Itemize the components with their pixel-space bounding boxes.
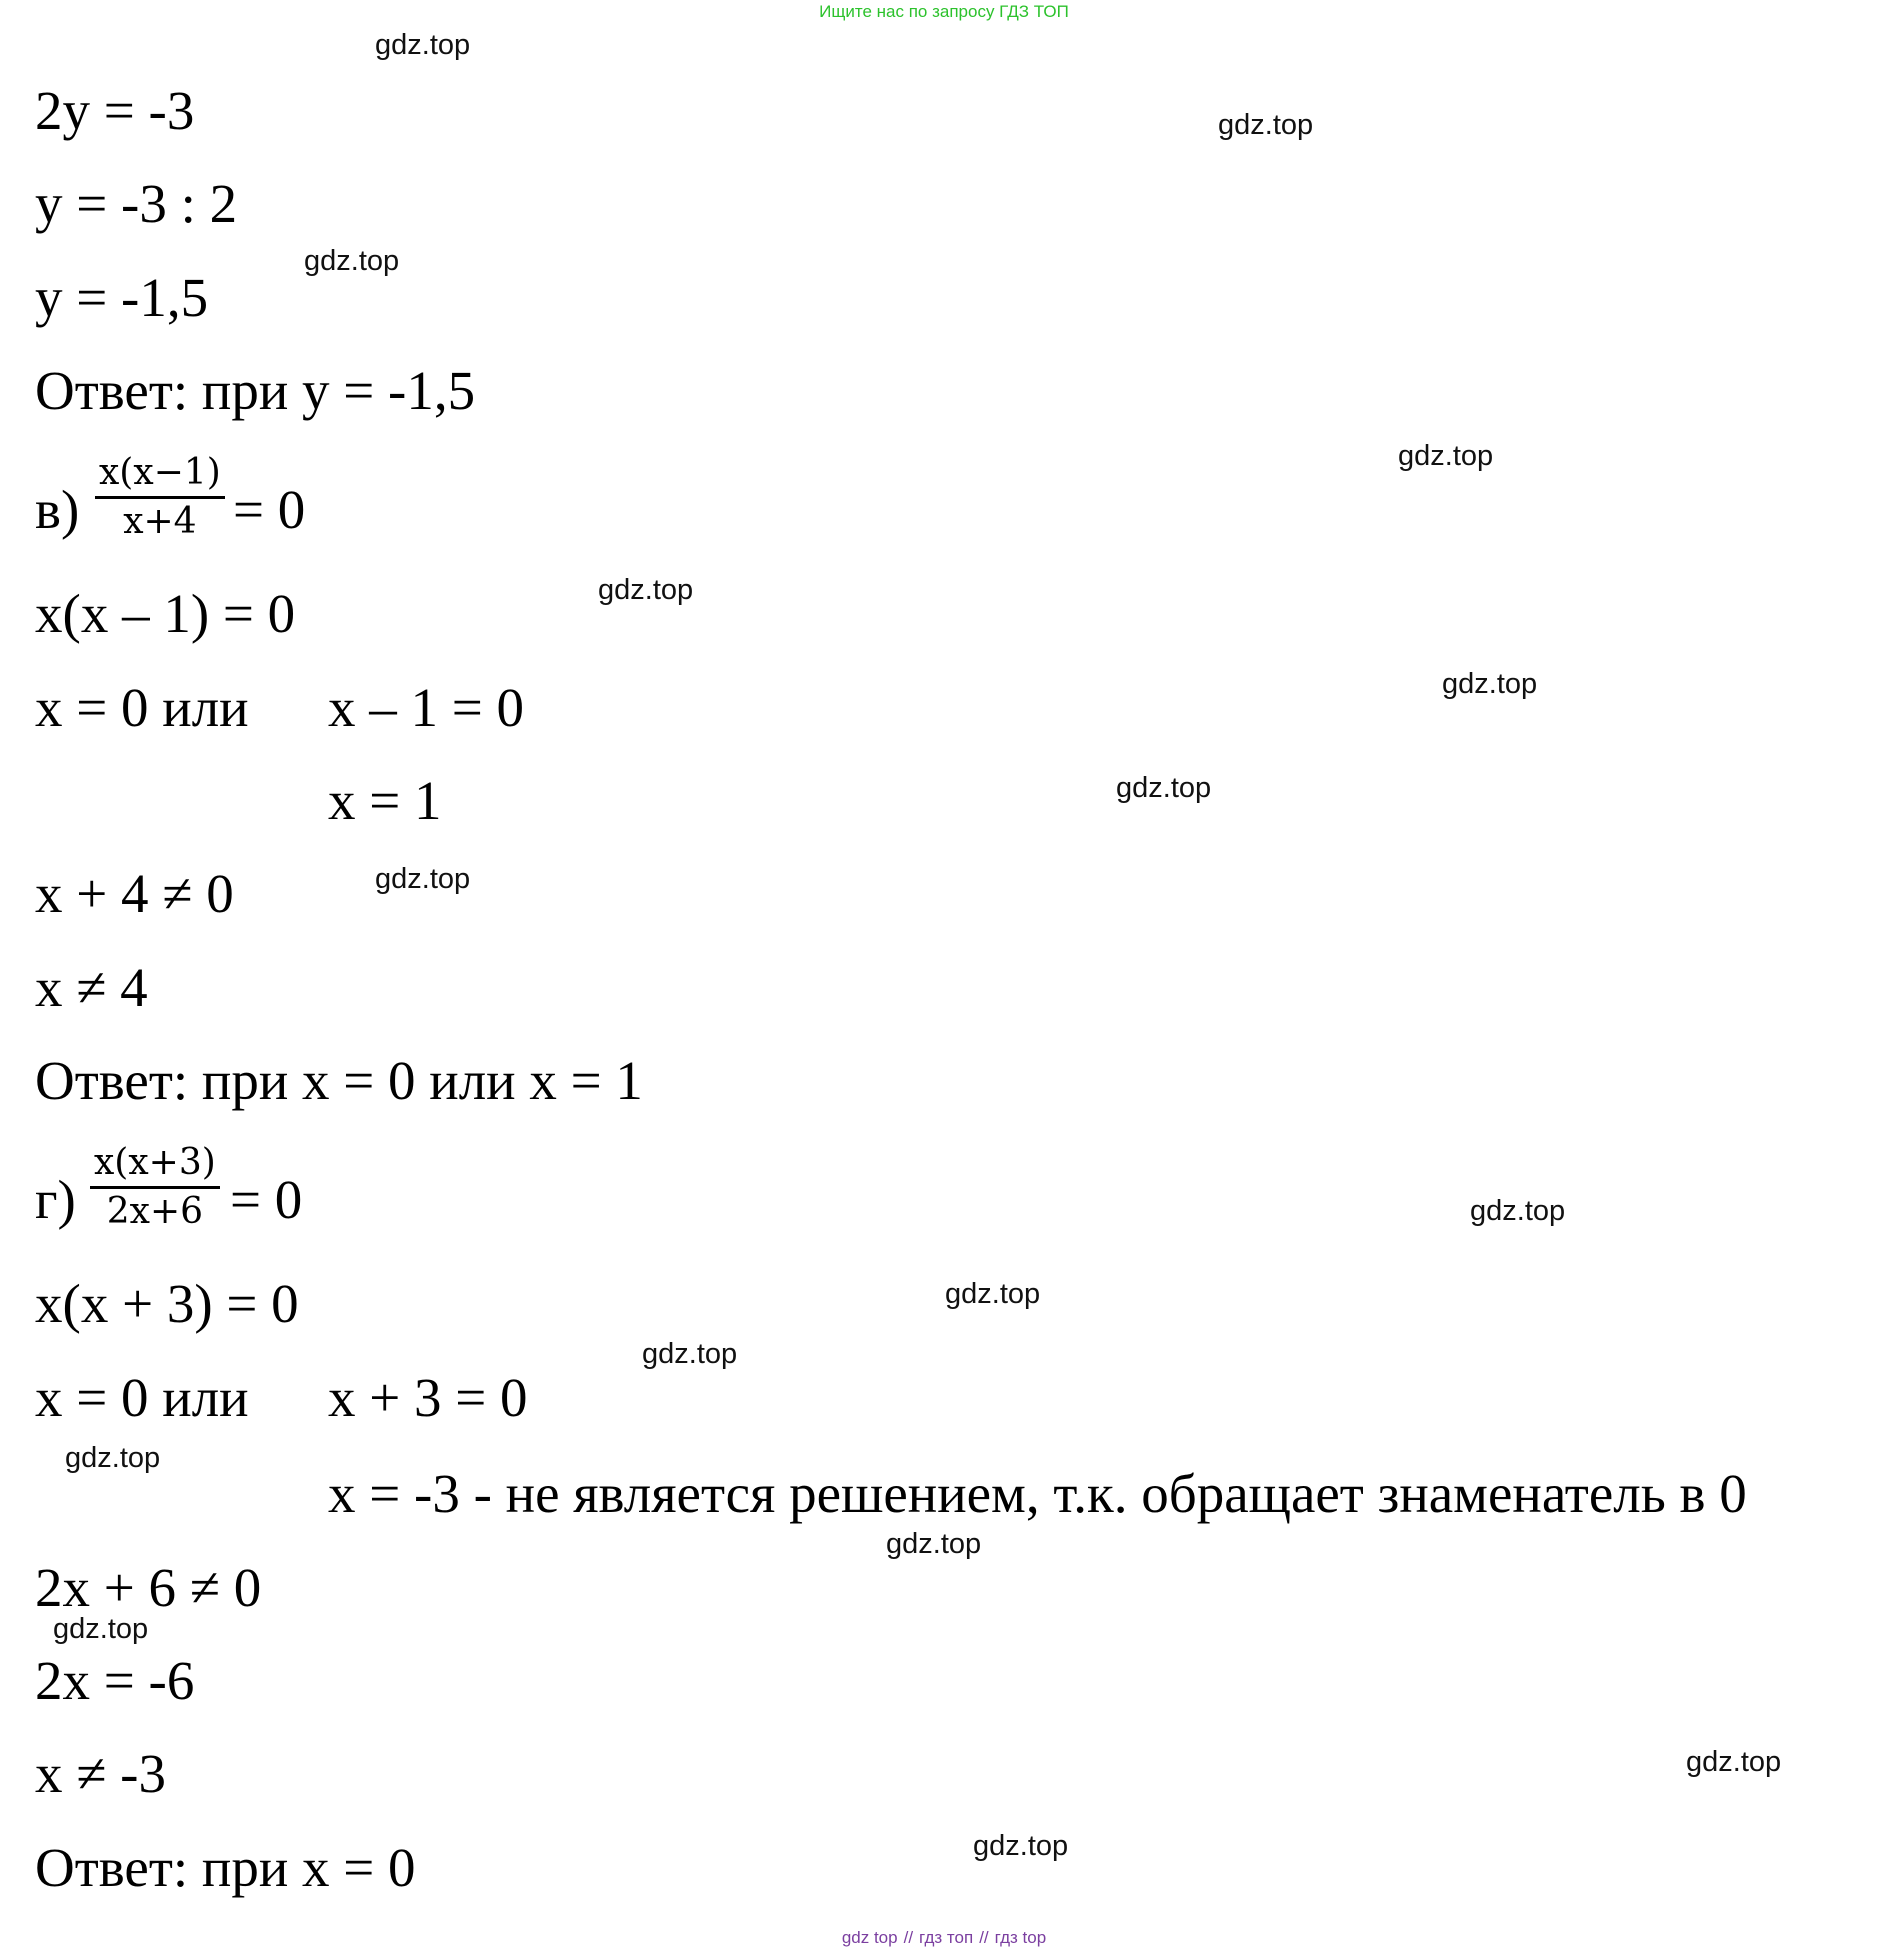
watermark: gdz.top xyxy=(886,1528,982,1560)
fraction-denominator: x+4 xyxy=(123,501,197,542)
equation-line: x + 4 ≠ 0 xyxy=(35,863,234,924)
fraction xyxy=(95,450,225,545)
footer-link[interactable]: гдз топ xyxy=(919,1928,974,1947)
watermark: gdz.top xyxy=(1116,772,1212,804)
answer-line: Ответ: при x = 0 xyxy=(35,1837,416,1898)
watermark: gdz.top xyxy=(1398,440,1494,472)
equation-line: x + 3 = 0 xyxy=(328,1367,528,1428)
footer-links xyxy=(0,1928,1888,1948)
equation-line: x = 0 или xyxy=(35,1367,249,1428)
fraction-numerator: x(x−1) xyxy=(99,452,221,493)
watermark: gdz.top xyxy=(642,1338,738,1370)
answer-line: Ответ: при y = -1,5 xyxy=(35,360,476,421)
equation-line: x(x + 3) = 0 xyxy=(35,1273,299,1334)
equation-line: x = 1 xyxy=(328,770,442,831)
equation-line: x ≠ -3 xyxy=(35,1743,167,1804)
equation-line: y = -1,5 xyxy=(35,267,209,328)
watermark: gdz.top xyxy=(304,245,400,277)
search-hint-banner: Ищите нас по запросу ГДЗ ТОП xyxy=(819,2,1069,21)
equation-line: x(x – 1) = 0 xyxy=(35,583,296,644)
watermark: gdz.top xyxy=(375,863,471,895)
watermark: gdz.top xyxy=(1218,109,1314,141)
footer-separator: // xyxy=(979,1928,989,1947)
equals-zero: = 0 xyxy=(233,479,306,540)
watermark: gdz.top xyxy=(375,29,471,61)
answer-line: Ответ: при x = 0 или x = 1 xyxy=(35,1050,643,1111)
equation-line: x = 0 или xyxy=(35,677,249,738)
footer-link[interactable]: гдз top xyxy=(994,1928,1047,1947)
watermark: gdz.top xyxy=(53,1613,149,1645)
fraction-denominator: 2x+6 xyxy=(106,1191,204,1232)
equation-line: x ≠ 4 xyxy=(35,957,148,1018)
fraction xyxy=(90,1140,220,1235)
watermark: gdz.top xyxy=(598,574,694,606)
watermark: gdz.top xyxy=(1470,1195,1566,1227)
footer-separator: // xyxy=(903,1928,914,1947)
watermark: gdz.top xyxy=(65,1442,161,1474)
watermark: gdz.top xyxy=(973,1830,1069,1862)
footer-link[interactable]: gdz top xyxy=(841,1928,898,1947)
watermark: gdz.top xyxy=(1686,1746,1782,1778)
equation-line: 2x = -6 xyxy=(35,1650,195,1711)
watermark: gdz.top xyxy=(1442,668,1538,700)
equation-line: y = -3 : 2 xyxy=(35,173,238,234)
equation-line: 2y = -3 xyxy=(35,80,195,141)
part-label: в) xyxy=(35,479,80,540)
equals-zero: = 0 xyxy=(230,1169,303,1230)
equation-line: x = -3 - не является решением, т.к. обращает знаменатель в 0 xyxy=(328,1463,1747,1524)
watermark: gdz.top xyxy=(945,1278,1041,1310)
equation-line: x – 1 = 0 xyxy=(328,677,525,738)
equation-line: 2x + 6 ≠ 0 xyxy=(35,1557,262,1618)
part-label: г) xyxy=(35,1169,76,1230)
fraction-numerator: x(x+3) xyxy=(94,1142,216,1183)
